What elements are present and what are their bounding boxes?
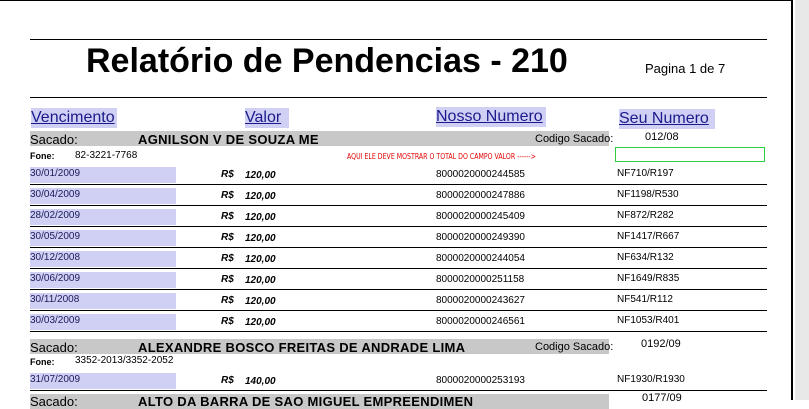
table-row: [30, 164, 767, 185]
row-valor: 120,00: [245, 212, 276, 223]
table-row: [30, 311, 767, 332]
fone-label: Fone:: [30, 357, 55, 367]
row-vencimento: 30/05/2009: [30, 230, 176, 246]
table-row: [30, 206, 767, 227]
codigo-sacado-value: 012/08: [645, 131, 679, 143]
fone-value: 3352-2013/3352-2052: [75, 355, 174, 366]
row-nosso-numero: 8000020000247886: [436, 190, 525, 201]
column-header-seu-numero: Seu Numero: [619, 109, 715, 129]
fone-label: Fone:: [30, 151, 55, 161]
viewer-gutter: [795, 0, 809, 400]
row-valor: 120,00: [245, 296, 276, 307]
row-vencimento: 30/06/2009: [30, 272, 176, 288]
group-header-partial: [30, 392, 767, 409]
row-currency: R$: [221, 232, 234, 243]
row-vencimento: 28/02/2009: [30, 209, 176, 225]
row-nosso-numero: 8000020000245409: [436, 211, 525, 222]
row-vencimento: 30/03/2009: [30, 314, 176, 330]
row-seu-numero: NF634/R132: [617, 252, 674, 263]
page-number: Pagina 1 de 7: [645, 61, 726, 76]
sacado-name: ALTO DA BARRA DE SAO MIGUEL EMPREENDIMEN: [138, 394, 474, 409]
total-field-box[interactable]: [615, 147, 765, 162]
codigo-sacado-label: Codigo Sacado:: [535, 341, 614, 353]
row-vencimento: 30/04/2009: [30, 188, 176, 204]
table-row: [30, 290, 767, 311]
row-currency: R$: [221, 190, 234, 201]
table-row: [30, 269, 767, 290]
row-valor: 120,00: [245, 191, 276, 202]
sacado-label: Sacado:: [30, 340, 78, 355]
column-header-nosso-numero: Nosso Numero: [436, 107, 546, 127]
row-vencimento: 30/12/2008: [30, 251, 176, 267]
codigo-sacado-value: 0177/09: [642, 392, 682, 404]
table-row: [30, 248, 767, 269]
row-nosso-numero: 8000020000243627: [436, 295, 525, 306]
row-seu-numero: NF1417/R667: [617, 231, 680, 242]
row-seu-numero: NF1053/R401: [617, 315, 680, 326]
row-seu-numero: NF872/R282: [617, 210, 674, 221]
title-top-rule: [30, 39, 767, 40]
row-valor: 120,00: [245, 254, 276, 265]
row-nosso-numero: 8000020000251158: [436, 274, 525, 285]
title-bottom-rule: [30, 97, 767, 98]
row-seu-numero: NF541/R112: [617, 294, 673, 305]
row-currency: R$: [221, 169, 234, 180]
row-currency: R$: [221, 253, 234, 264]
codigo-sacado-label: Codigo Sacado:: [535, 133, 614, 145]
column-header-vencimento: Vencimento: [31, 108, 117, 128]
table-row: [30, 227, 767, 248]
table-row: [30, 185, 767, 206]
row-nosso-numero: 8000020000244585: [436, 169, 525, 180]
row-currency: R$: [221, 316, 234, 327]
row-seu-numero: NF1649/R835: [617, 273, 680, 284]
fone-value: 82-3221-7768: [75, 150, 138, 161]
row-nosso-numero: 8000020000253193: [436, 375, 525, 386]
report-title: Relatório de Pendencias - 210: [86, 42, 568, 80]
sacado-label: Sacado:: [30, 132, 78, 147]
row-valor: 120,00: [245, 233, 276, 244]
row-valor: 120,00: [245, 275, 276, 286]
row-nosso-numero: 8000020000246561: [436, 316, 525, 327]
row-vencimento: 30/01/2009: [30, 167, 176, 183]
codigo-sacado-value: 0192/09: [641, 338, 681, 350]
table-row: [30, 370, 767, 391]
row-currency: R$: [221, 295, 234, 306]
row-currency: R$: [221, 375, 234, 386]
row-currency: R$: [221, 274, 234, 285]
sacado-name: ALEXANDRE BOSCO FREITAS DE ANDRADE LIMA: [138, 340, 466, 355]
row-nosso-numero: 8000020000244054: [436, 253, 525, 264]
row-vencimento: 30/11/2008: [30, 293, 176, 309]
total-note: AQUI ELE DEVE MOSTRAR O TOTAL DO CAMPO VALOR ------>: [347, 152, 536, 161]
row-nosso-numero: 8000020000249390: [436, 232, 525, 243]
row-valor: 140,00: [245, 376, 276, 387]
group-header-bar: [30, 131, 609, 146]
row-valor: 120,00: [245, 170, 276, 181]
row-seu-numero: NF710/R197: [617, 168, 674, 179]
column-header-valor: Valor: [245, 108, 289, 128]
row-seu-numero: NF1930/R1930: [617, 374, 685, 385]
sacado-label: Sacado:: [30, 394, 78, 409]
sacado-name: AGNILSON V DE SOUZA ME: [138, 132, 319, 147]
row-seu-numero: NF1198/R530: [617, 189, 679, 200]
row-currency: R$: [221, 211, 234, 222]
row-vencimento: 31/07/2009: [30, 373, 176, 389]
row-valor: 120,00: [245, 317, 276, 328]
